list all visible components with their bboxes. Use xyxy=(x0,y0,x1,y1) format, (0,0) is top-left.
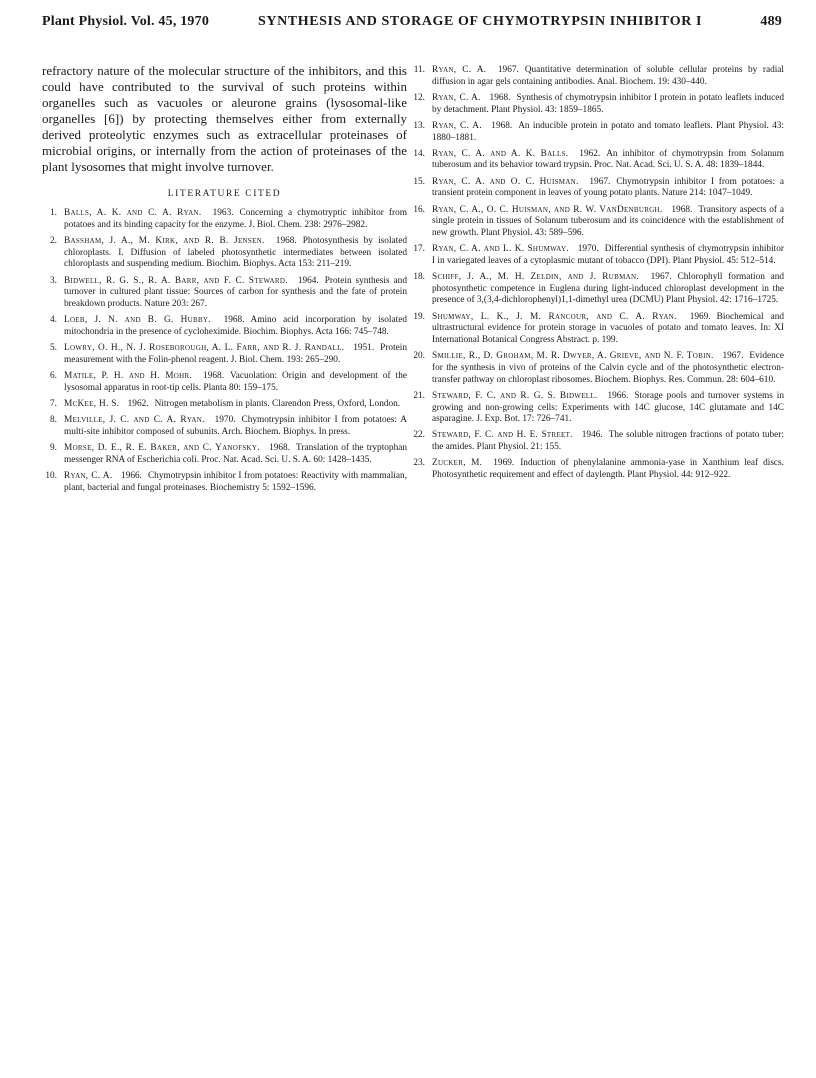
reference-number: 18. xyxy=(413,272,425,283)
reference-year: 1962. xyxy=(579,148,601,159)
reference-text: Evidence for the synthesis in vivo of proteins of the Calvin cycle and of the photosynthetic electron-transfer pathway on chloroplast ribosomes. Biochem. Biophys. Res. Commun. 28: 604–610. xyxy=(432,351,784,385)
reference-text: An inducible protein in potato and tomato leaflets. Plant Physiol. 43: 1880–1881. xyxy=(432,120,784,143)
reference-year: 1946. xyxy=(581,430,603,441)
reference-text: Chlorophyll formation and photosynthetic competence in Euglena during light-induced chloroplast development in the presence of 3,(3,4-dichlorophenyl)1,1-dimethyl urea (DCMU) Plant Physiol. 42: 1716–1725. xyxy=(432,272,785,306)
reference-number: 19. xyxy=(413,311,425,322)
reference-text: Transitory aspects of a single protein in tissues of Solanum tuberosum and its coincidence with the establishment of new growth. Plant Physiol. 43: 589–596. xyxy=(432,204,785,238)
reference-year: 1969. xyxy=(493,458,515,469)
reference-item xyxy=(410,121,784,144)
reference-item xyxy=(42,208,407,231)
reference-authors: Schiff, J. A., M. H. Zeldin, and J. Rubman. xyxy=(432,272,639,283)
reference-item xyxy=(410,351,784,386)
reference-item xyxy=(42,343,407,366)
reference-item xyxy=(42,415,407,438)
reference-item xyxy=(410,93,784,116)
reference-item xyxy=(410,149,784,172)
reference-item xyxy=(42,276,407,311)
reference-text: Chymotrypsin inhibitor I from potatoes: a transient protein component in leaves of young potato plants. Nature 214: 1047–1049. xyxy=(432,176,784,199)
reference-authors: Steward, F. C. and H. E. Street. xyxy=(432,430,573,441)
reference-item xyxy=(42,471,407,494)
reference-item xyxy=(42,399,407,411)
reference-year: 1968. xyxy=(223,315,245,326)
literature-cited-heading: LITERATURE CITED xyxy=(167,189,282,199)
reference-text: Protein measurement with the Folin-phenol reagent. J. Biol. Chem. 193: 265–290. xyxy=(64,343,408,365)
reference-authors: Loeb, J. N. and B. G. Hubby. xyxy=(64,315,211,326)
reference-text: An inhibitor of chymotrypsin from Solanum tuberosum and its behavior toward trypsin. Proc. Nat. Acad. Sci. U. S. A. 48: 1839–1844. xyxy=(432,148,784,171)
running-header xyxy=(42,14,782,36)
reference-text: Differential synthesis of chymotrypsin inhibitor I in variegated leaves of a cytoplasmic mutant of tobacco (DPI). Plant Physiol. 45: 512–514. xyxy=(432,244,784,266)
reference-number: 4. xyxy=(50,315,57,326)
reference-authors: Ryan, C. A. xyxy=(432,92,481,103)
reference-authors: Ryan, C. A. and O. C. Huisman. xyxy=(432,176,579,187)
reference-number: 2. xyxy=(50,235,57,246)
reference-year: 1968. xyxy=(491,120,513,131)
reference-text: Concerning a chymotryptic inhibitor from potatoes and its binding capacity for the enzyme. J. Biol. Chem. 238: 2976–2982. xyxy=(64,208,407,230)
reference-item xyxy=(410,244,784,267)
reference-year: 1966. xyxy=(121,470,142,481)
reference-number: 20. xyxy=(413,351,425,362)
reference-item xyxy=(410,430,784,453)
reference-number: 6. xyxy=(50,370,57,381)
reference-year: 1970. xyxy=(214,415,236,426)
reference-number: 3. xyxy=(50,275,57,286)
reference-text: The soluble nitrogen fractions of potato tuber: the amides. Plant Physiol. 21: 155. xyxy=(432,430,784,453)
reference-number: 22. xyxy=(413,430,425,441)
reference-item xyxy=(42,315,407,338)
reference-number: 21. xyxy=(413,390,425,401)
reference-item xyxy=(42,371,407,394)
reference-item xyxy=(42,443,407,466)
reference-item xyxy=(410,205,784,240)
reference-authors: Shumway, L. K., J. M. Rancour, and C. A. Ryan. xyxy=(432,311,677,322)
reference-list-left xyxy=(42,208,407,494)
reference-authors: Ryan, C. A. and A. K. Balls. xyxy=(432,148,569,159)
reference-authors: Zucker, M. xyxy=(432,458,483,469)
left-column xyxy=(42,63,407,499)
reference-authors: Ryan, C. A. and L. K. Shumway. xyxy=(432,244,569,255)
intro-paragraph: refractory nature of the molecular structure of the inhibitors, and this could have contributed to the survival of such proteins within organelles such as vacuoles or aleurone grains (lysosomal-like organelles [6]) by protecting themselves either from externally derived proteolytic enzymes such as extracellular proteinases of microbial origins, or internally from the action of proteinases of the plant lysosomes that might involve turnover. xyxy=(42,63,407,174)
reference-authors: Bassham, J. A., M. Kirk, and R. B. Jensen. xyxy=(64,235,265,246)
reference-text: Quantitative determination of soluble cellular proteins by radial diffusion in agar gels containing antibodies. Anal. Biochem. 19: 430–440. xyxy=(432,65,785,87)
reference-year: 1968. xyxy=(203,370,225,381)
reference-year: 1967. xyxy=(722,351,744,362)
reference-item xyxy=(410,312,784,347)
reference-year: 1964. xyxy=(297,275,319,286)
reference-list-right xyxy=(410,65,784,482)
reference-text: Chymotrypsin inhibitor I from potatoes: A multi-site inhibitor composed of subunits. Arch. Biochem. Biophys. In press. xyxy=(64,415,407,437)
reference-authors: Ryan, C. A. xyxy=(432,120,482,131)
reference-item xyxy=(410,65,784,88)
reference-year: 1968. xyxy=(275,235,297,246)
reference-year: 1962. xyxy=(127,398,149,409)
reference-authors: Bidwell, R. G. S., R. A. Barr, and F. C. Steward. xyxy=(64,275,288,286)
reference-number: 12. xyxy=(413,92,425,103)
reference-authors: Ryan, C. A. xyxy=(64,470,113,481)
reference-number: 5. xyxy=(50,343,57,354)
reference-text: Protein synthesis and turnover in cultured plant tissue: Sources of carbon for synthesis and the fate of protein breakdown products. Nature 203: 267. xyxy=(64,275,407,309)
reference-number: 10. xyxy=(45,470,57,481)
reference-year: 1966. xyxy=(607,390,629,401)
reference-text: Photosynthesis by isolated chloroplasts. I. Diffusion of labeled photosynthetic intermediates between isolated chloroplasts and suspending medium. Biochim. Biophys. Acta 153: 211–219. xyxy=(64,235,408,270)
reference-text: Biochemical and ultrastructural evidence for protein storage in vacuoles of potato and tomato leaves. In: XI International Botanical Congress Abstract. p. 199. xyxy=(432,311,784,346)
reference-number: 7. xyxy=(50,398,57,409)
reference-text: Induction of phenylalanine ammonia-yase in Xanthium leaf discs. Photosynthetic requirement and effect of daylength. Plant Physiol. 44: 912–922. xyxy=(432,458,785,481)
reference-authors: Ryan, C. A. xyxy=(432,65,487,75)
reference-authors: Balls, A. K. and C. A. Ryan. xyxy=(64,208,202,218)
reference-number: 13. xyxy=(413,120,425,131)
reference-number: 14. xyxy=(413,148,425,159)
reference-number: 11. xyxy=(413,65,425,75)
reference-item xyxy=(410,391,784,426)
reference-year: 1970. xyxy=(577,244,599,255)
reference-year: 1967. xyxy=(650,272,672,283)
reference-item xyxy=(410,177,784,200)
reference-text: Synthesis of chymotrypsin inhibitor I protein in potato leaflets induced by detachment. Plant Physiol. 43: 1859–1865. xyxy=(432,92,784,115)
reference-number: 16. xyxy=(413,204,425,215)
reference-year: 1963. xyxy=(212,208,234,218)
reference-number: 15. xyxy=(413,176,425,187)
reference-authors: Ryan, C. A., O. C. Huisman, and R. W. VanDenburgh. xyxy=(432,204,663,215)
reference-item xyxy=(410,458,784,481)
reference-year: 1967. xyxy=(497,65,519,75)
reference-text: Vacuolation: Origin and development of the lysosomal apparatus in root-tip cells. Planta 80: 159–175. xyxy=(64,370,407,393)
reference-number: 9. xyxy=(50,442,57,453)
reference-authors: Matile, P. H. and H. Mohr. xyxy=(64,370,193,381)
reference-number: 8. xyxy=(50,415,57,426)
reference-number: 17. xyxy=(413,244,425,255)
reference-authors: Morse, D. E., R. E. Baker, and C. Yanofsky. xyxy=(64,442,260,453)
reference-number: 23. xyxy=(413,458,425,469)
reference-authors: Smillie, R., D. Groham, M. R. Dwyer, A. Grieve, and N. F. Tobin. xyxy=(432,351,714,362)
reference-authors: Lowry, O. H., N. J. Roseborough, A. L. Farr, and R. J. Randall. xyxy=(64,343,345,354)
reference-text: Translation of the tryptophan messenger RNA of Escherichia coli. Proc. Nat. Acad. Sci. U. S. A. 60: 1428–1435. xyxy=(64,442,407,465)
reference-year: 1967. xyxy=(589,176,611,187)
reference-year: 1969. xyxy=(689,311,711,322)
reference-year: 1968. xyxy=(489,92,511,103)
journal-citation: Plant Physiol. Vol. 45, 1970 xyxy=(42,14,210,29)
running-title: SYNTHESIS AND STORAGE OF CHYMOTRYPSIN INHIBITOR I xyxy=(258,14,703,29)
reference-item xyxy=(42,236,407,271)
reference-text: Nitrogen metabolism in plants. Clarendon Press, Oxford, London. xyxy=(154,398,401,409)
reference-text: Storage pools and turnover systems in growing and non-growing cells: Experiments with 14C glucose, 14C glutamate and 14C asparagine. J. Exp. Bot. 17: 726–741. xyxy=(432,390,784,425)
page-number: 489 xyxy=(760,14,782,29)
reference-text: Chymotrypsin inhibitor I from potatoes: Reactivity with mammalian, plant, bacterial and fungal proteinases. Biochemistry 5: 1592–1596. xyxy=(64,470,407,493)
reference-authors: McKee, H. S. xyxy=(64,398,120,409)
reference-number: 1. xyxy=(50,208,57,218)
reference-year: 1968. xyxy=(671,204,693,215)
reference-authors: Melville, J. C. and C. A. Ryan. xyxy=(64,415,205,426)
reference-text: Amino acid incorporation by isolated mitochondria in the presence of cycloheximide. Biochim. Biophys. Acta 166: 745–748. xyxy=(64,315,407,337)
reference-authors: Steward, F. C. and R. G. S. Bidwell. xyxy=(432,390,598,401)
right-column xyxy=(410,63,784,486)
reference-year: 1968. xyxy=(269,442,291,453)
reference-year: 1951. xyxy=(353,343,375,354)
reference-item xyxy=(410,272,784,307)
